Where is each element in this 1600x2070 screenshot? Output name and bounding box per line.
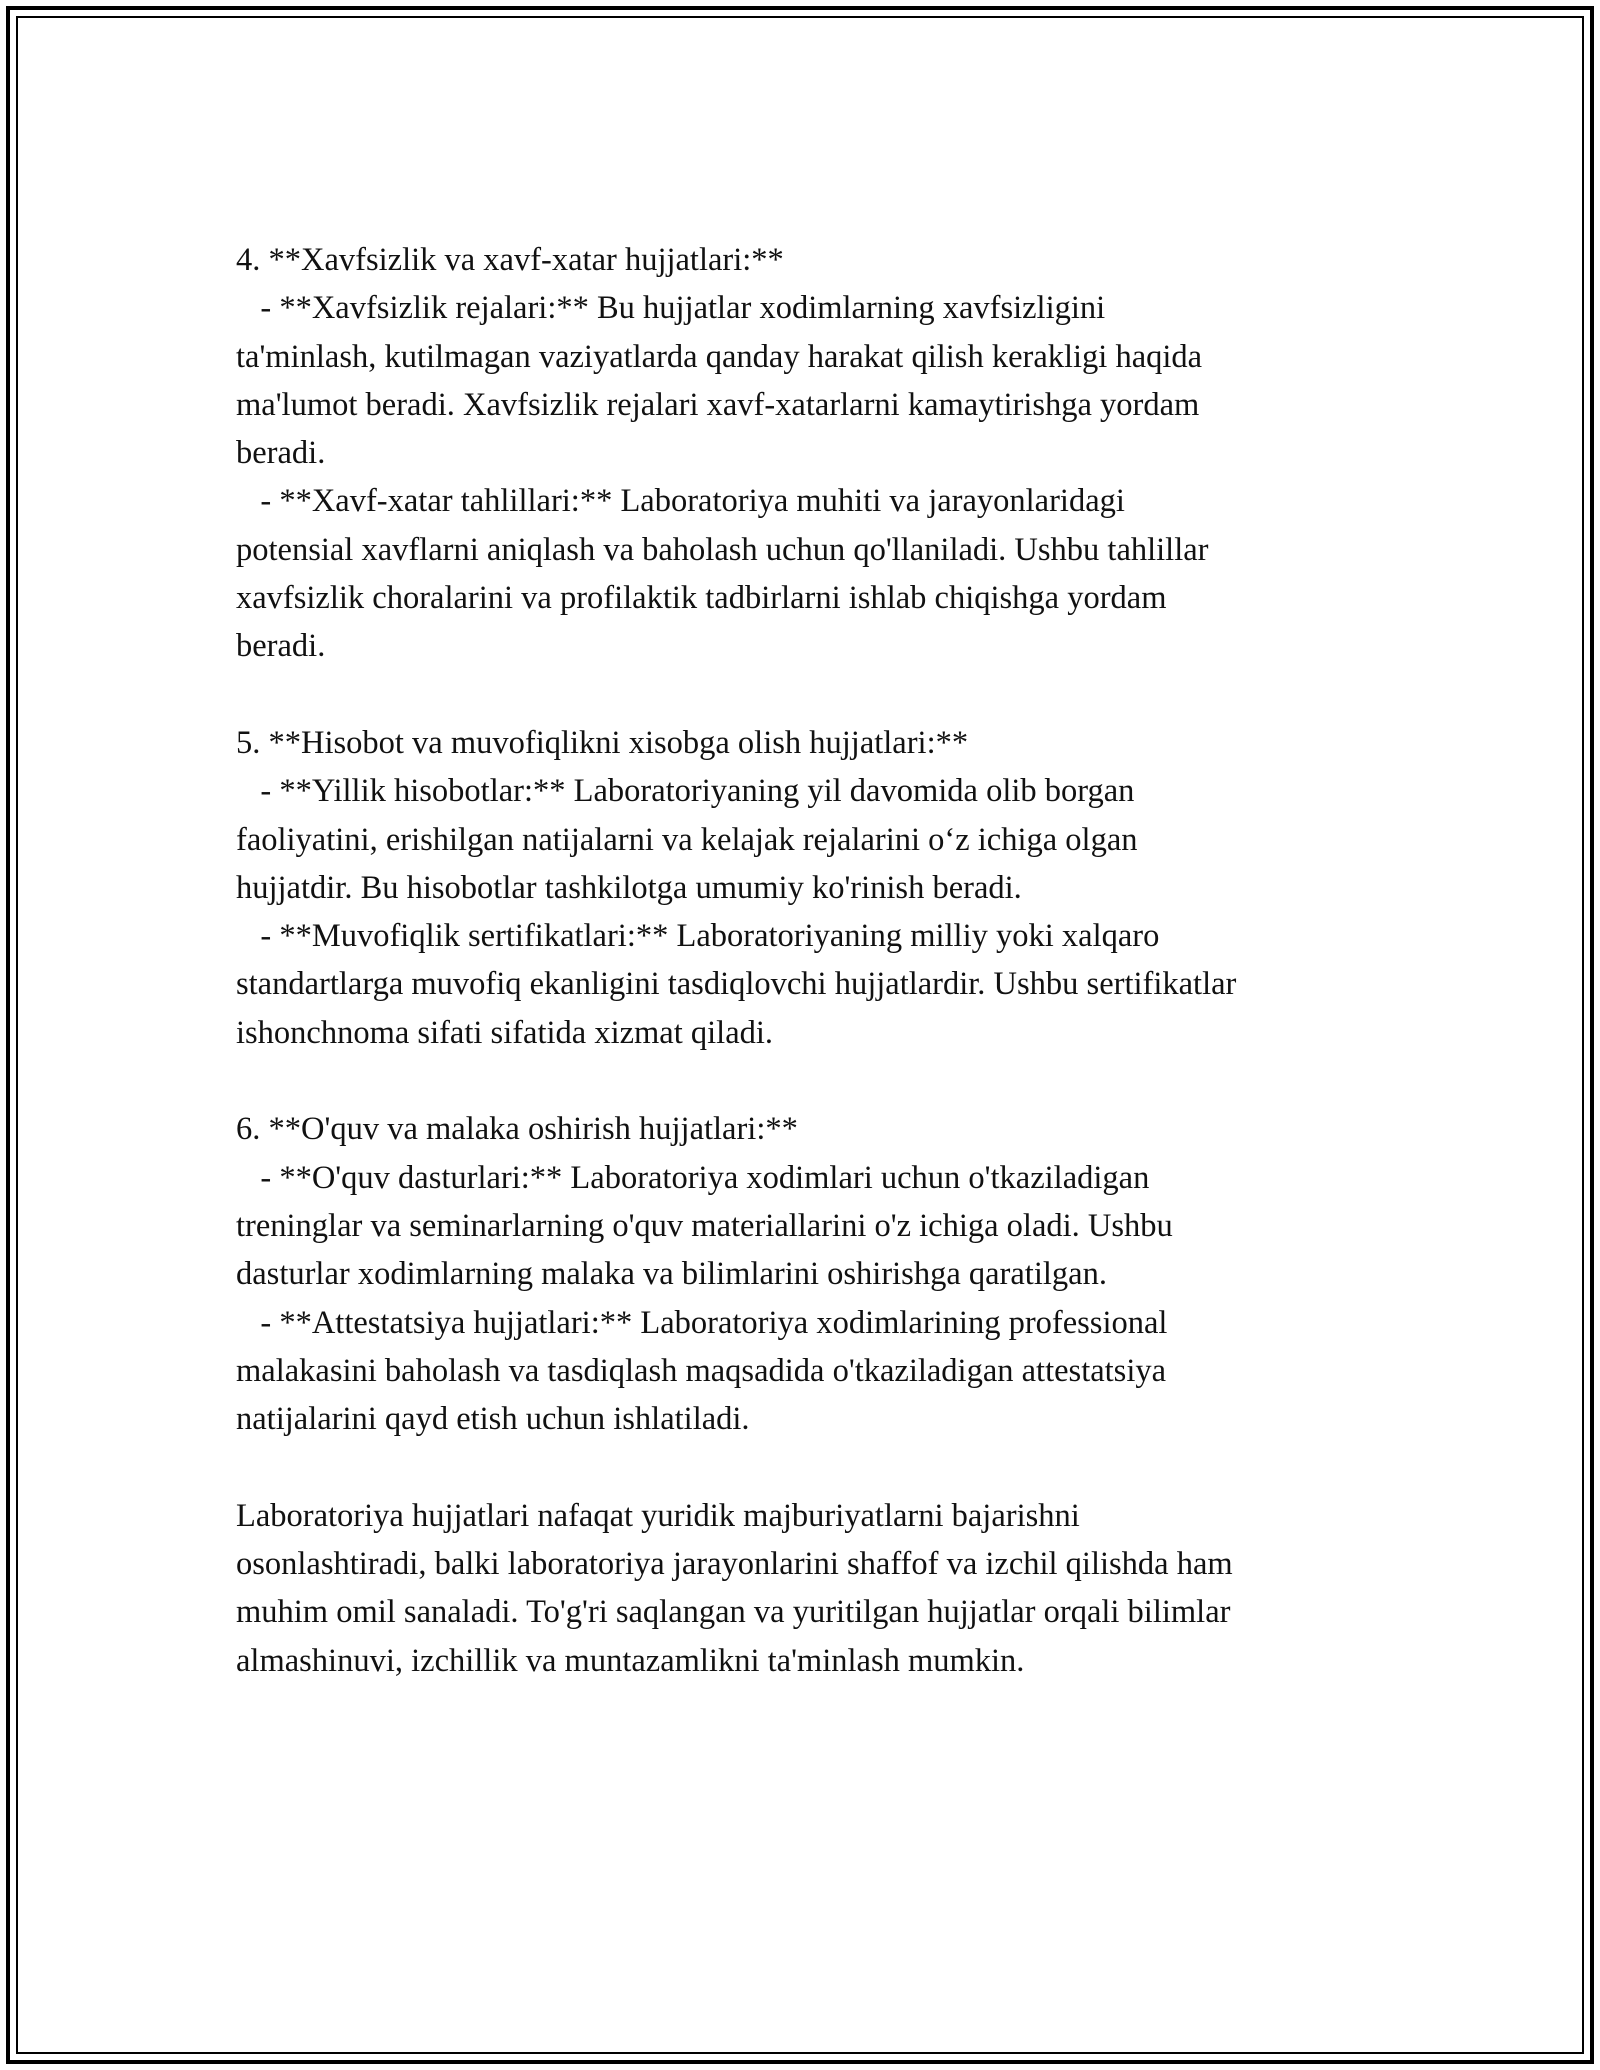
- paragraph-line: - **Xavfsizlik rejalari:** Bu hujjatlar xodimlarning xavfsizligini: [236, 290, 1106, 327]
- paragraph-line: - **Muvofiqlik sertifikatlari:** Laboratoriyaning milliy yoki xalqaro: [236, 918, 1160, 955]
- paragraph-line: xavfsizlik choralarini va profilaktik tadbirlarni ishlab chiqishga yordam: [236, 580, 1167, 617]
- paragraph-line: - **Yillik hisobotlar:** Laboratoriyaning yil davomida olib borgan: [236, 773, 1135, 810]
- paragraph-line: - **Attestatsiya hujjatlari:** Laboratoriya xodimlarining professional: [236, 1304, 1168, 1341]
- paragraph-line: - **Xavf-xatar tahlillari:** Laboratoriya muhiti va jarayonlaridagi: [236, 483, 1125, 520]
- paragraph-line: - **O'quv dasturlari:** Laboratoriya xodimlari uchun o'tkaziladigan: [236, 1159, 1150, 1196]
- paragraph-line: osonlashtiradi, balki laboratoriya jarayonlarini shaffof va izchil qilishda ham: [236, 1546, 1233, 1583]
- paragraph-line: almashinuvi, izchillik va muntazamlikni ta'minlash mumkin.: [236, 1642, 1025, 1679]
- paragraph-line: potensial xavflarni aniqlash va baholash uchun qo'llaniladi. Ushbu tahlillar: [236, 531, 1209, 568]
- paragraph-line: beradi.: [236, 435, 326, 472]
- section-heading: 6. **O'quv va malaka oshirish hujjatlari:**: [236, 1111, 798, 1148]
- paragraph-line: muhim omil sanaladi. To'g'ri saqlangan va yuritilgan hujjatlar orqali bilimlar: [236, 1594, 1231, 1631]
- paragraph-line: Laboratoriya hujjatlari nafaqat yuridik majburiyatlarni bajarishni: [236, 1497, 1080, 1534]
- paragraph-line: standartlarga muvofiq ekanligini tasdiqlovchi hujjatlardir. Ushbu sertifikatlar: [236, 966, 1237, 1003]
- document-body: [236, 236, 1386, 1685]
- paragraph-line: faoliyatini, erishilgan natijalarni va kelajak rejalarini o‘z ichiga olgan: [236, 821, 1138, 858]
- paragraph-line: ishonchnoma sifati sifatida xizmat qiladi.: [236, 1014, 774, 1051]
- spacer: [236, 1057, 1386, 1105]
- spacer: [236, 1443, 1386, 1491]
- paragraph-line: malakasini baholash va tasdiqlash maqsadida o'tkaziladigan attestatsiya: [236, 1352, 1167, 1389]
- paragraph-line: ta'minlash, kutilmagan vaziyatlarda qanday harakat qilish kerakligi haqida: [236, 338, 1203, 375]
- spacer: [236, 671, 1386, 719]
- section-5: [236, 719, 1386, 1057]
- paragraph-line: treninglar va seminarlarning o'quv materiallarini o'z ichiga oladi. Ushbu: [236, 1207, 1173, 1244]
- conclusion-paragraph: [236, 1492, 1386, 1685]
- section-6: [236, 1105, 1386, 1443]
- paragraph-line: dasturlar xodimlarning malaka va bilimlarini oshirishga qaratilgan.: [236, 1256, 1107, 1293]
- section-heading: 4. **Xavfsizlik va xavf-xatar hujjatlari:**: [236, 242, 784, 278]
- paragraph-line: beradi.: [236, 628, 326, 665]
- paragraph-line: ma'lumot beradi. Xavfsizlik rejalari xavf-xatarlarni kamaytirishga yordam: [236, 386, 1200, 423]
- paragraph-line: hujjatdir. Bu hisobotlar tashkilotga umumiy ko'rinish beradi.: [236, 869, 1022, 906]
- paragraph-line: natijalarini qayd etish uchun ishlatiladi.: [236, 1401, 750, 1438]
- section-heading: 5. **Hisobot va muvofiqlikni xisobga olish hujjatlari:**: [236, 724, 969, 761]
- section-4: [236, 236, 1386, 671]
